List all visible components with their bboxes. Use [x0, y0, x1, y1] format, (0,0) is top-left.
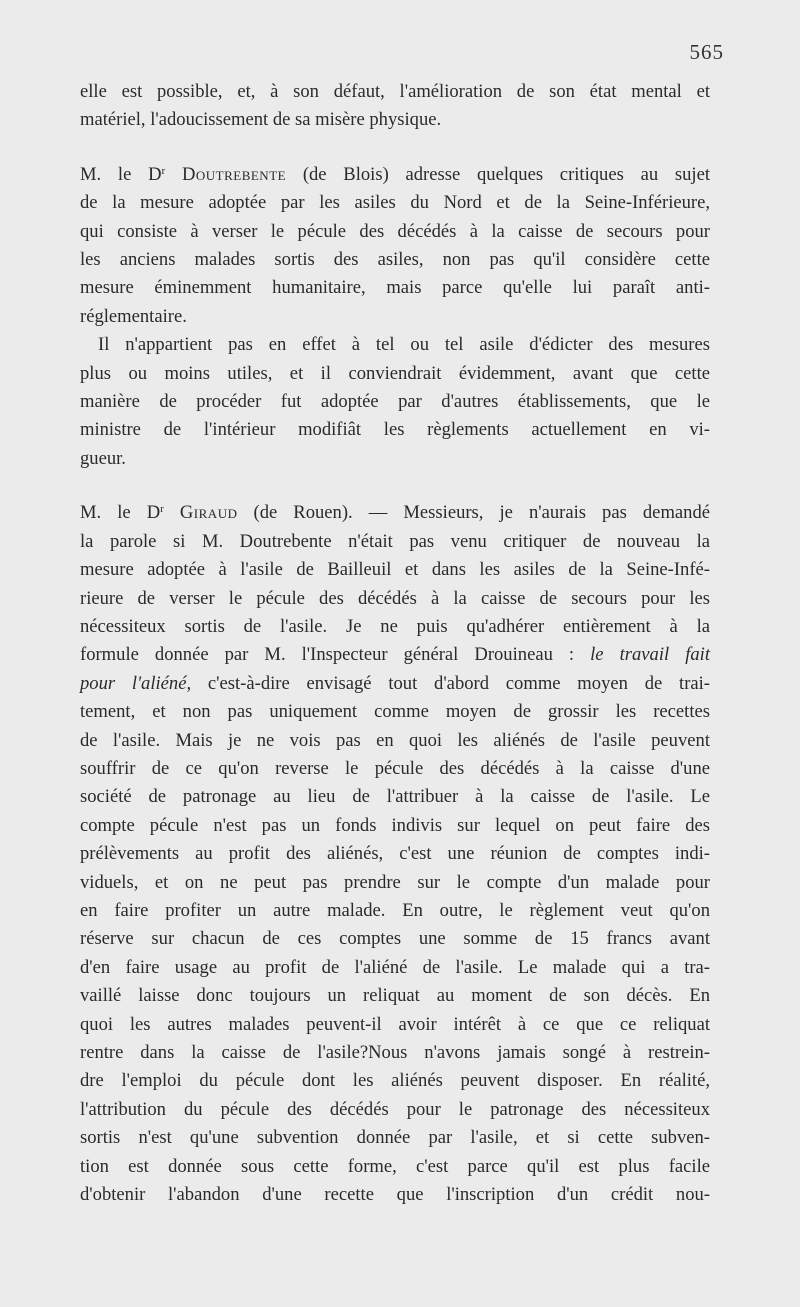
text-line: matériel, l'adoucissement de sa misère physique. [80, 109, 442, 131]
text-line: rieure de verser le pécule des décédés à la caisse de secours pour les [80, 587, 710, 609]
text-line: Il n'appartient pas en effet à tel ou tel asile d'édicter des mesures [98, 334, 710, 356]
text-line: nécessiteux sortis de l'asile. Je ne puis qu'adhérer entièrement à la [80, 615, 710, 637]
text-span [164, 502, 180, 523]
text-line [80, 670, 710, 698]
text-line: prélèvements au profit des aliénés, c'est une réunion de comptes indi- [80, 843, 710, 865]
text-line: dre l'emploi du pécule dont les aliénés peuvent disposer. En réalité, [80, 1070, 710, 1092]
text-span: c'est-à-dire envisagé tout d'abord comme moyen de trai- [191, 672, 710, 694]
text-span [165, 164, 182, 185]
page-number: 565 [689, 40, 724, 64]
text-line: ministre de l'intérieur modifiât les règlements actuellement en vi- [80, 419, 710, 441]
text-line: tement, et non pas uniquement comme moyen de grossir les recettes [80, 701, 710, 723]
text-line: mesure adoptée à l'asile de Bailleuil et dans les asiles de la Seine-Infé- [80, 559, 710, 581]
text-line: rentre dans la caisse de l'asile?Nous n'avons jamais songé à restrein- [80, 1042, 710, 1063]
author-name: Giraud [179, 502, 238, 524]
text-line: manière de procéder fut adoptée par d'autres établissements, que le [80, 391, 710, 413]
text-line: gueur. [80, 447, 126, 469]
text-line: plus ou moins utiles, et il conviendrait évidemment, avant que cette [80, 362, 710, 384]
text-line: l'attribution du pécule des décédés pour le patronage des nécessiteux [80, 1098, 710, 1120]
text-line: sortis n'est qu'une subvention donnée par l'asile, et si cette subven- [80, 1127, 710, 1149]
text-line [80, 499, 710, 527]
text-line [80, 641, 710, 669]
text-line: tion est donnée sous cette forme, c'est parce qu'il est plus facile [80, 1155, 710, 1177]
text-span: (de Rouen). — Messieurs, je n'aurais pas demandé [237, 502, 711, 524]
text-line: d'obtenir l'abandon d'une recette que l'inscription d'un crédit nou- [80, 1184, 710, 1206]
text-line: les anciens malades sortis des asiles, non pas qu'il considère cette [80, 249, 710, 271]
text-line: vaillé laisse donc toujours un reliquat au moment de son décès. En [80, 985, 710, 1007]
text-line: la parole si M. Doutrebente n'était pas venu critiquer de nouveau la [80, 530, 710, 552]
italic-text: le travail fait [590, 644, 711, 666]
text-span: r [160, 503, 164, 516]
text-line: mesure éminemment humanitaire, mais parce qu'elle lui paraît anti- [80, 277, 710, 299]
text-span: formule donnée par M. l'Inspecteur général Drouineau : [80, 644, 591, 666]
text-line: qui consiste à verser le pécule des décédés à la caisse de secours pour [80, 220, 710, 242]
text-line: souffrir de ce qu'on reverse le pécule des décédés à la caisse d'une [80, 757, 710, 779]
text-line: viduels, et on ne peut pas prendre sur le compte d'un malade pour [80, 871, 710, 893]
text-span: M. le D [80, 502, 161, 524]
text-line: compte pécule n'est pas un fonds indivis sur lequel on peut faire des [80, 814, 710, 836]
text-line: réserve sur chacun de ces comptes une somme de 15 francs avant [80, 928, 710, 950]
text-span: M. le D [80, 163, 162, 185]
author-name: Doutrebente [181, 163, 287, 185]
text-line: quoi les autres malades peuvent-il avoir intérêt à ce que ce reliquat [80, 1013, 710, 1035]
text-span: r [161, 164, 166, 177]
text-line: réglementaire. [80, 305, 187, 327]
italic-text: pour l'aliéné, [80, 672, 192, 694]
text-line: en faire profiter un autre malade. En outre, le règlement veut qu'on [80, 899, 710, 921]
body-text [80, 78, 710, 1209]
paragraph-gap [80, 473, 710, 499]
text-line: d'en faire usage au profit de l'aliéné de l'asile. Le malade qui a tra- [80, 956, 710, 978]
text-line [80, 161, 710, 189]
text-line: de la mesure adoptée par les asiles du Nord et de la Seine-Inférieure, [80, 192, 710, 214]
text-span: (de Blois) adresse quelques critiques au sujet [286, 163, 710, 185]
text-line: société de patronage au lieu de l'attribuer à la caisse de l'asile. Le [80, 786, 710, 808]
text-line: elle est possible, et, à son défaut, l'amélioration de son état mental et [80, 81, 710, 102]
text-line: de l'asile. Mais je ne vois pas en quoi les aliénés de l'asile peuvent [80, 729, 710, 751]
paragraph-gap [80, 135, 710, 161]
